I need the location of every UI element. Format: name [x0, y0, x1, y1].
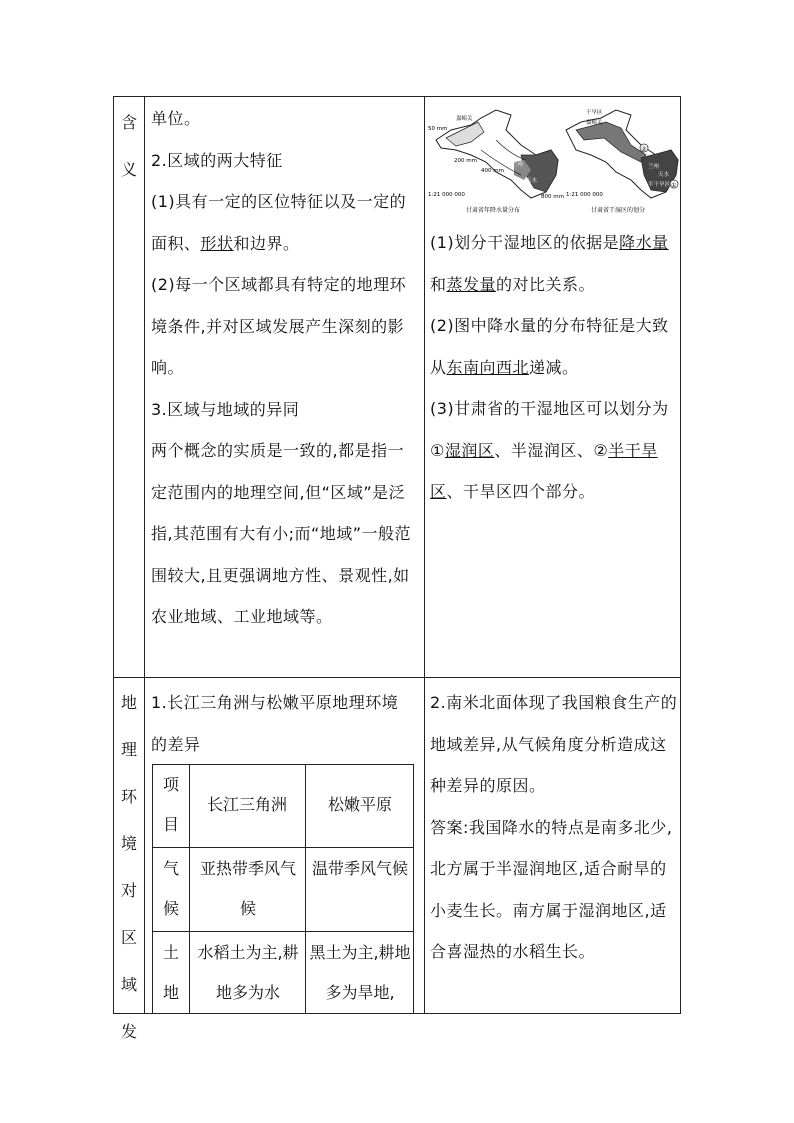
header-yangtze-delta: 长江三角洲 — [206, 795, 287, 814]
precipitation-map — [428, 110, 564, 214]
svg-text:嘉峪关: 嘉峪关 — [456, 116, 473, 122]
row-land-label: 土 地 — [162, 943, 179, 1002]
svg-text:半干旱区: 半干旱区 — [648, 182, 671, 188]
svg-text:干旱区: 干旱区 — [586, 110, 603, 116]
comparison-table — [152, 764, 414, 1014]
row1-label: 含 义 — [120, 113, 137, 179]
climate-yangtze: 亚热带季风气候 — [199, 859, 296, 918]
gansu-maps-figure — [426, 100, 682, 222]
svg-text:1:21 000 000: 1:21 000 000 — [428, 192, 465, 198]
svg-text:②: ② — [641, 146, 647, 153]
row1-left-text: 单位。 2.区域的两大特征 (1)具有一定的区位特征以及一定的面积、形状和边界。 (2)每一个区域都具有特定的地理环境条件,并对区域发展产生深刻的影响。 3.区域与地域的异同 两个概念的实质是一致的,都是指一定范围内的地理空间,但“区域”是泛指,其范围有大有小;而“地域”一般范围较大,且更强调地方性、景观性,如农业地域、工业地域等。 — [151, 109, 412, 626]
svg-text:①: ① — [671, 182, 677, 189]
svg-text:200 mm: 200 mm — [454, 158, 477, 164]
svg-text:兰州: 兰州 — [648, 164, 660, 170]
row1-right-text: (1)划分干湿地区的依据是降水量和蒸发量的对比关系。 (2)图中降水量的分布特征是大致从东南向西北递减。 (3)甘肃省的干湿地区可以划分为①湿润区、半湿润区、②半干旱区、干旱区四个部分。 — [430, 233, 669, 501]
header-item: 项 目 — [162, 775, 179, 834]
column-divider-2 — [424, 97, 425, 1013]
svg-text:嘉峪关: 嘉峪关 — [586, 120, 603, 126]
climate-songnen: 温带季风气候 — [311, 859, 408, 878]
svg-text:400 mm: 400 mm — [481, 168, 504, 174]
row-divider — [114, 677, 680, 678]
svg-text:兰州: 兰州 — [512, 162, 524, 168]
svg-text:天水: 天水 — [658, 172, 670, 178]
column-divider-1 — [144, 97, 145, 1013]
row2-label: 地 理 环 境 对 区 域 发 — [120, 693, 137, 1041]
svg-text:甘肃省年降水量分布: 甘肃省年降水量分布 — [466, 207, 521, 214]
row-climate-label: 气 候 — [162, 859, 179, 918]
svg-text:50 mm: 50 mm — [428, 126, 448, 132]
row2-left-text: 1.长江三角洲与松嫩平原地理环境的差异 — [151, 693, 399, 754]
header-songnen-plain: 松嫩平原 — [327, 795, 392, 814]
svg-text:1:21 000 000: 1:21 000 000 — [566, 192, 603, 198]
svg-text:甘肃省干湿区的划分: 甘肃省干湿区的划分 — [591, 207, 646, 214]
row2-right-text: 2.南米北面体现了我国粮食生产的地域差异,从气候角度分析造成这种差异的原因。 答案:我国降水的特点是南多北少,北方属于半湿润地区,适合耐旱的小麦生长。南方属于湿润地区,适合喜湿热的水稻生长。 — [430, 693, 678, 961]
svg-text:800 mm: 800 mm — [541, 194, 564, 200]
land-yangtze: 水稻土为主,耕地多为水 — [197, 943, 299, 1002]
svg-text:天水: 天水 — [526, 178, 538, 184]
land-songnen: 黑土为主,耕地多为旱地, — [309, 943, 411, 1002]
dry-wet-zone-map — [566, 108, 678, 214]
